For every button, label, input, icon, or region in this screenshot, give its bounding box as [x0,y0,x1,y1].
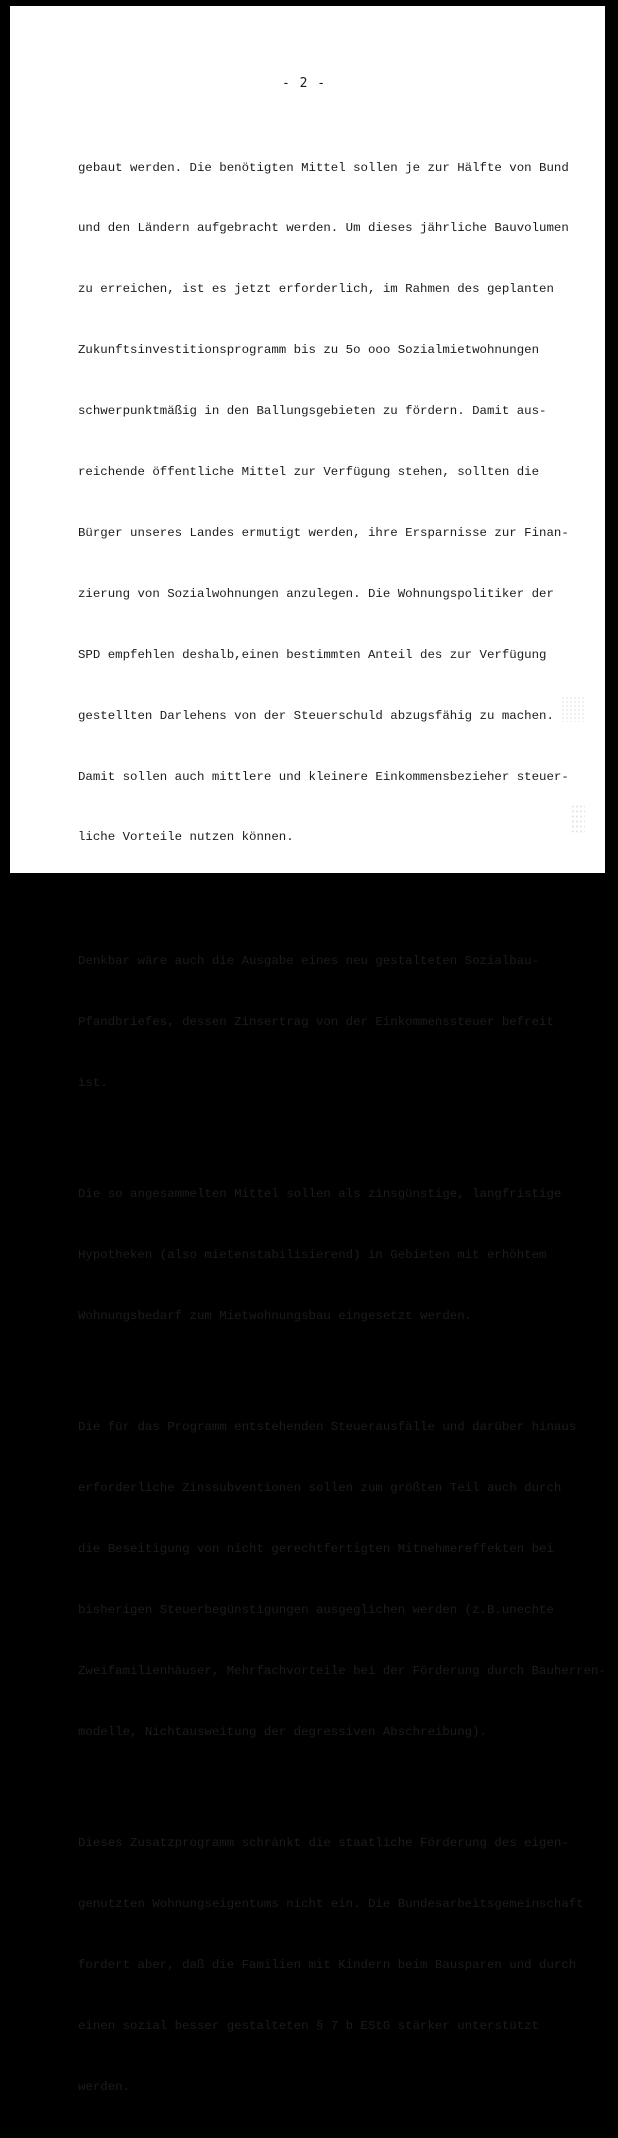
text-line: bisherigen Steuerbegünstigungen ausgeglichen werden (z.B.unechte [78,1603,554,1618]
text-line: erforderliche Zinssubventionen sollen zum größten Teil auch durch [78,1481,562,1496]
text-line: modelle, Nichtausweitung der degressiven Abschreibung). [78,1724,487,1739]
text-line: reichende öffentliche Mittel zur Verfügung stehen, sollten die [78,465,540,480]
paragraph-5 [78,1793,618,2138]
text-line: schwerpunktmäßig in den Ballungsgebieten zu fördern. Damit aus- [78,404,547,419]
text-line: Pfandbriefes, dessen Zinsertrag von der Einkommenssteuer befreit [78,1014,554,1029]
text-line: zierung von Sozialwohnungen anzulegen. Die Wohnungspolitiker der [78,586,554,601]
text-line: Die für das Programm entstehenden Steuerausfälle und darüber hinaus [78,1420,577,1435]
paragraph-1 [78,117,618,888]
text-line: Hypotheken (also mietenstabilisierend) in Gebieten mit erhöhtem [78,1248,547,1263]
text-line: genutzten Wohnungseigentums nicht ein. Die Bundesarbeitsgemeinschaft [78,1897,584,1912]
scan-noise [561,696,585,722]
paragraph-4 [78,1377,618,1783]
text-line: liche Vorteile nutzen können. [78,830,294,845]
page-number: - 2 - [282,76,327,91]
scan-border-left [0,0,10,887]
text-line: und den Ländern aufgebracht werden. Um dieses jährliche Bauvolumen [78,221,569,236]
text-line: werden. [78,2079,131,2094]
text-line: Zweifamilienhäuser, Mehrfachvorteile bei der Förderung durch Bauherren- [78,1663,606,1678]
document-body [78,117,618,2138]
text-line: Zukunftsinvestitionsprogramm bis zu 5o ooo Sozialmietwohnungen [78,343,540,358]
document-page [10,6,606,2094]
text-line: Dieses Zusatzprogramm schränkt die staatliche Förderung des eigen- [78,1836,569,1851]
paragraph-3 [78,1144,618,1367]
scan-noise [571,804,585,834]
text-line: Denkbar wäre auch die Ausgabe eines neu gestalteten Sozialbau- [78,953,540,968]
text-line: zu erreichen, ist es jetzt erforderlich, im Rahmen des geplanten [78,282,554,297]
paragraph-2 [78,910,618,1133]
text-line: Wohnungsbedarf zum Mietwohnungsbau eingesetzt werden. [78,1308,473,1323]
text-line: gestellten Darlehens von der Steuerschuld abzugsfähig zu machen. [78,708,554,723]
text-line: SPD empfehlen deshalb,einen bestimmten Anteil des zur Verfügung [78,647,547,662]
text-line: ist. [78,1075,108,1090]
text-line: Damit sollen auch mittlere und kleinere Einkommensbezieher steuer- [78,769,569,784]
text-line: gebaut werden. Die benötigten Mittel sollen je zur Hälfte von Bund [78,160,569,175]
text-line: Bürger unseres Landes ermutigt werden, ihre Ersparnisse zur Finan- [78,525,569,540]
text-line: einen sozial besser gestalteten § 7 b EStG stärker unterstützt [78,2019,540,2034]
text-line: Die so angesammelten Mittel sollen als zinsgünstige, langfristige [78,1187,562,1202]
text-line: die Beseitigung von nicht gerechtfertigten Mitnehmereffekten bei [78,1542,554,1557]
text-line: fordert aber, daß die Familien mit Kindern beim Bausparen und durch [78,1958,577,1973]
